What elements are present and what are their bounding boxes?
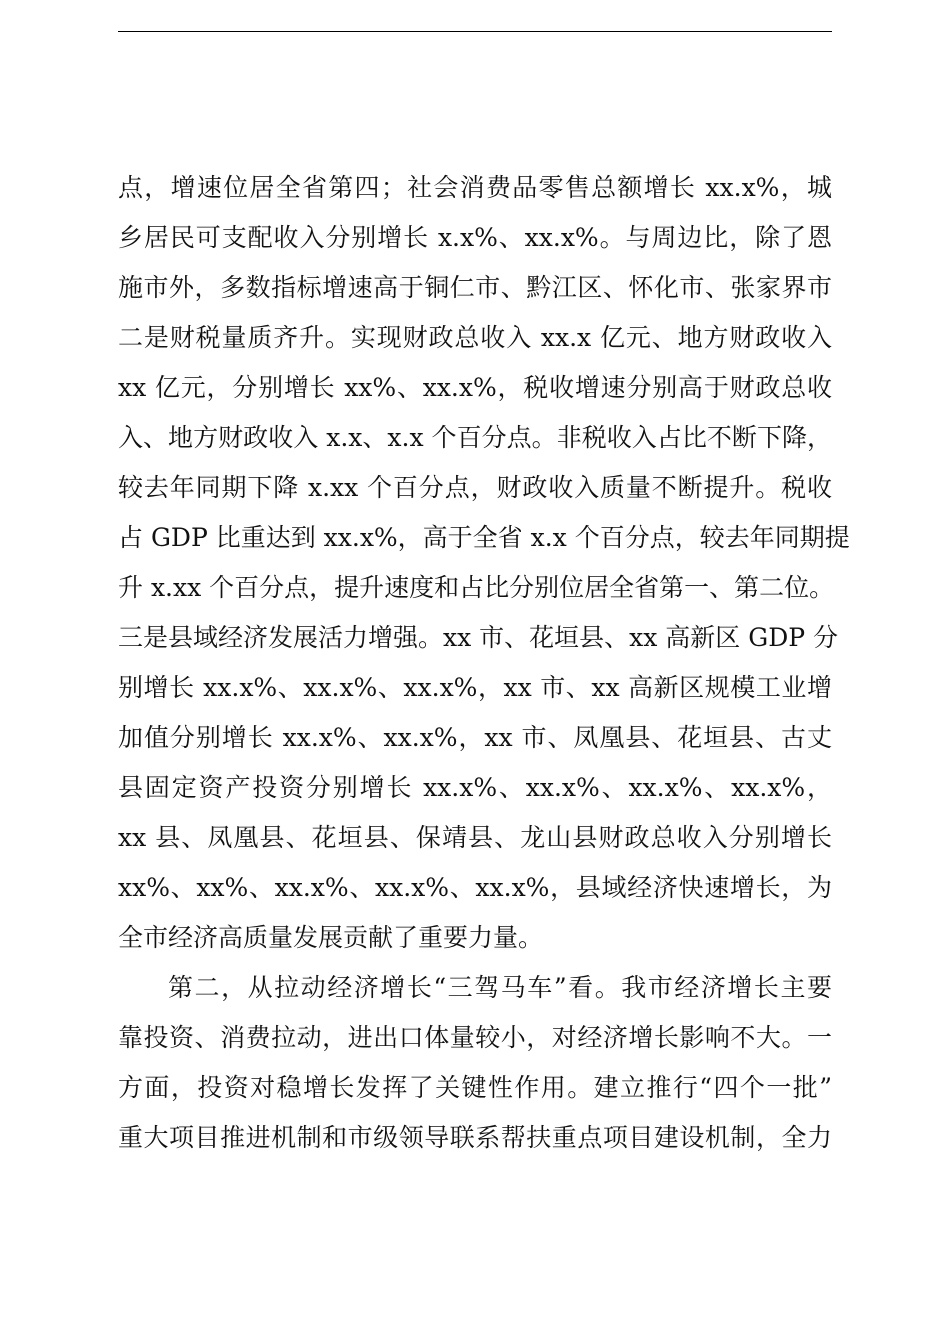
text-line: 全市经济高质量发展贡献了重要力量。 [118, 923, 544, 952]
text-line: 入、地方财政收入 x.x、x.x 个百分点。非税收入占比不断下降， [118, 423, 832, 452]
text-line: 施市外，多数指标增速高于铜仁市、黔江区、怀化市、张家界市 [118, 273, 832, 302]
document-body [118, 163, 850, 1163]
text-line: 三是县域经济发展活力增强。xx 市、花垣县、xx 高新区 GDP 分 [118, 623, 839, 652]
text-line: 方面，投资对稳增长发挥了关键性作用。建立推行“四个一批” [118, 1073, 832, 1102]
text-line: 重大项目推进机制和市级领导联系帮扶重点项目建设机制，全力 [118, 1123, 832, 1152]
text-line: 占 GDP 比重达到 xx.x%，高于全省 x.x 个百分点，较去年同期提 [118, 523, 850, 552]
header-rule [118, 31, 832, 32]
text-line: xx 县、凤凰县、花垣县、保靖县、龙山县财政总收入分别增长 [118, 823, 832, 852]
text-line: 二是财税量质齐升。实现财政总收入 xx.x 亿元、地方财政收入 [118, 323, 832, 352]
text-line: 县固定资产投资分别增长 xx.x%、xx.x%、xx.x%、xx.x%， [118, 773, 832, 802]
text-line: 升 x.xx 个百分点，提升速度和占比分别位居全省第一、第二位。 [118, 573, 835, 602]
text-line: 点，增速位居全省第四；社会消费品零售总额增长 xx.x%，城 [118, 173, 832, 202]
text-line: 靠投资、消费拉动，进出口体量较小，对经济增长影响不大。一 [118, 1023, 832, 1052]
paragraph-first-line: 第二，从拉动经济增长“三驾马车”看。我市经济增长主要 [168, 973, 832, 1002]
text-line: 乡居民可支配收入分别增长 x.x%、xx.x%。与周边比，除了恩 [118, 223, 832, 252]
text-line: 加值分别增长 xx.x%、xx.x%，xx 市、凤凰县、花垣县、古丈 [118, 723, 832, 752]
text-line: 别增长 xx.x%、xx.x%、xx.x%，xx 市、xx 高新区规模工业增 [118, 673, 832, 702]
text-line: xx%、xx%、xx.x%、xx.x%、xx.x%，县域经济快速增长，为 [118, 873, 832, 902]
text-line: 较去年同期下降 x.xx 个百分点，财政收入质量不断提升。税收 [118, 473, 832, 502]
text-line: xx 亿元，分别增长 xx%、xx.x%，税收增速分别高于财政总收 [118, 373, 832, 402]
